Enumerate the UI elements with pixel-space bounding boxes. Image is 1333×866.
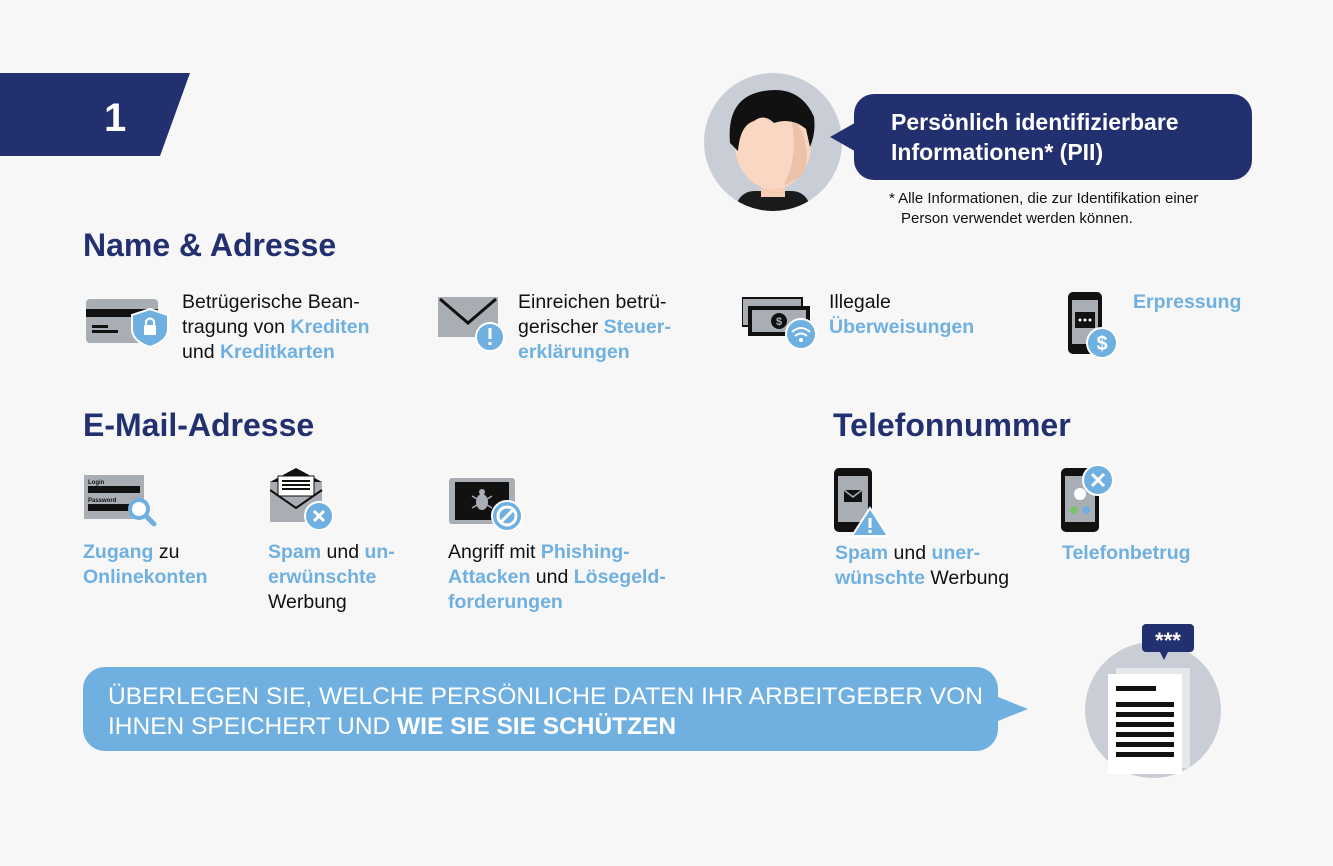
password-bubble-text: ***: [1155, 628, 1181, 653]
item-onlinekonten: Zugang zu Onlinekonten: [83, 541, 208, 588]
person-avatar-icon: [704, 73, 842, 211]
credit-card-shield-icon: [86, 297, 170, 351]
login-search-icon: [84, 475, 158, 527]
phone-mail-warning-icon: [834, 466, 892, 538]
mail-x-icon: [270, 468, 336, 532]
document-password-icon: [1082, 622, 1224, 782]
tablet-bug-icon: [449, 478, 525, 532]
pii-title: Persönlich identifizierbare Informationen* (PII): [891, 109, 1179, 165]
svg-text:Password: Password: [88, 498, 117, 504]
phone-dollar-icon: [1066, 290, 1120, 360]
item-ueberweisungen: Illegale Überweisungen: [829, 291, 975, 338]
cta-text: ÜBERLEGEN SIE, WELCHE PERSÖNLICHE DATEN IHR ARBEITGEBER VON IHNEN SPEICHERT UND WIE SIE SIE SCHÜTZEN: [108, 683, 983, 740]
item-kredite: Betrügerische Bean- tragung von Krediten und Kreditkarten: [182, 291, 370, 363]
step-banner: [0, 73, 190, 156]
envelope-warning-icon: [438, 295, 512, 353]
item-telefonbetrug: Telefonbetrug: [1062, 542, 1191, 564]
cash-wifi-icon: [742, 296, 820, 350]
item-spam-phone: Spam und uner- wünschte Werbung: [835, 542, 1010, 589]
section-heading-email: E-Mail-Adresse: [83, 407, 315, 443]
step-number: 1: [104, 96, 127, 140]
phone-contact-x-icon: [1061, 464, 1117, 536]
svg-text:Login: Login: [88, 480, 105, 486]
item-steuer: Einreichen betrü- gerischer Steuer- erklärungen: [518, 291, 671, 363]
item-spam-email: Spam und un- erwünschte Werbung: [268, 541, 395, 613]
pii-footnote: * Alle Informationen, die zur Identifikation einer Person verwendet werden können.: [889, 190, 1199, 227]
section-heading-name: Name & Adresse: [83, 227, 337, 263]
section-heading-phone: Telefonnummer: [833, 407, 1071, 443]
item-phishing: Angriff mit Phishing- Attacken und Lösegeld- forderungen: [448, 541, 666, 613]
svg-text:$: $: [1096, 333, 1108, 355]
svg-text:$: $: [775, 316, 783, 328]
item-erpressung: Erpressung: [1133, 291, 1242, 313]
